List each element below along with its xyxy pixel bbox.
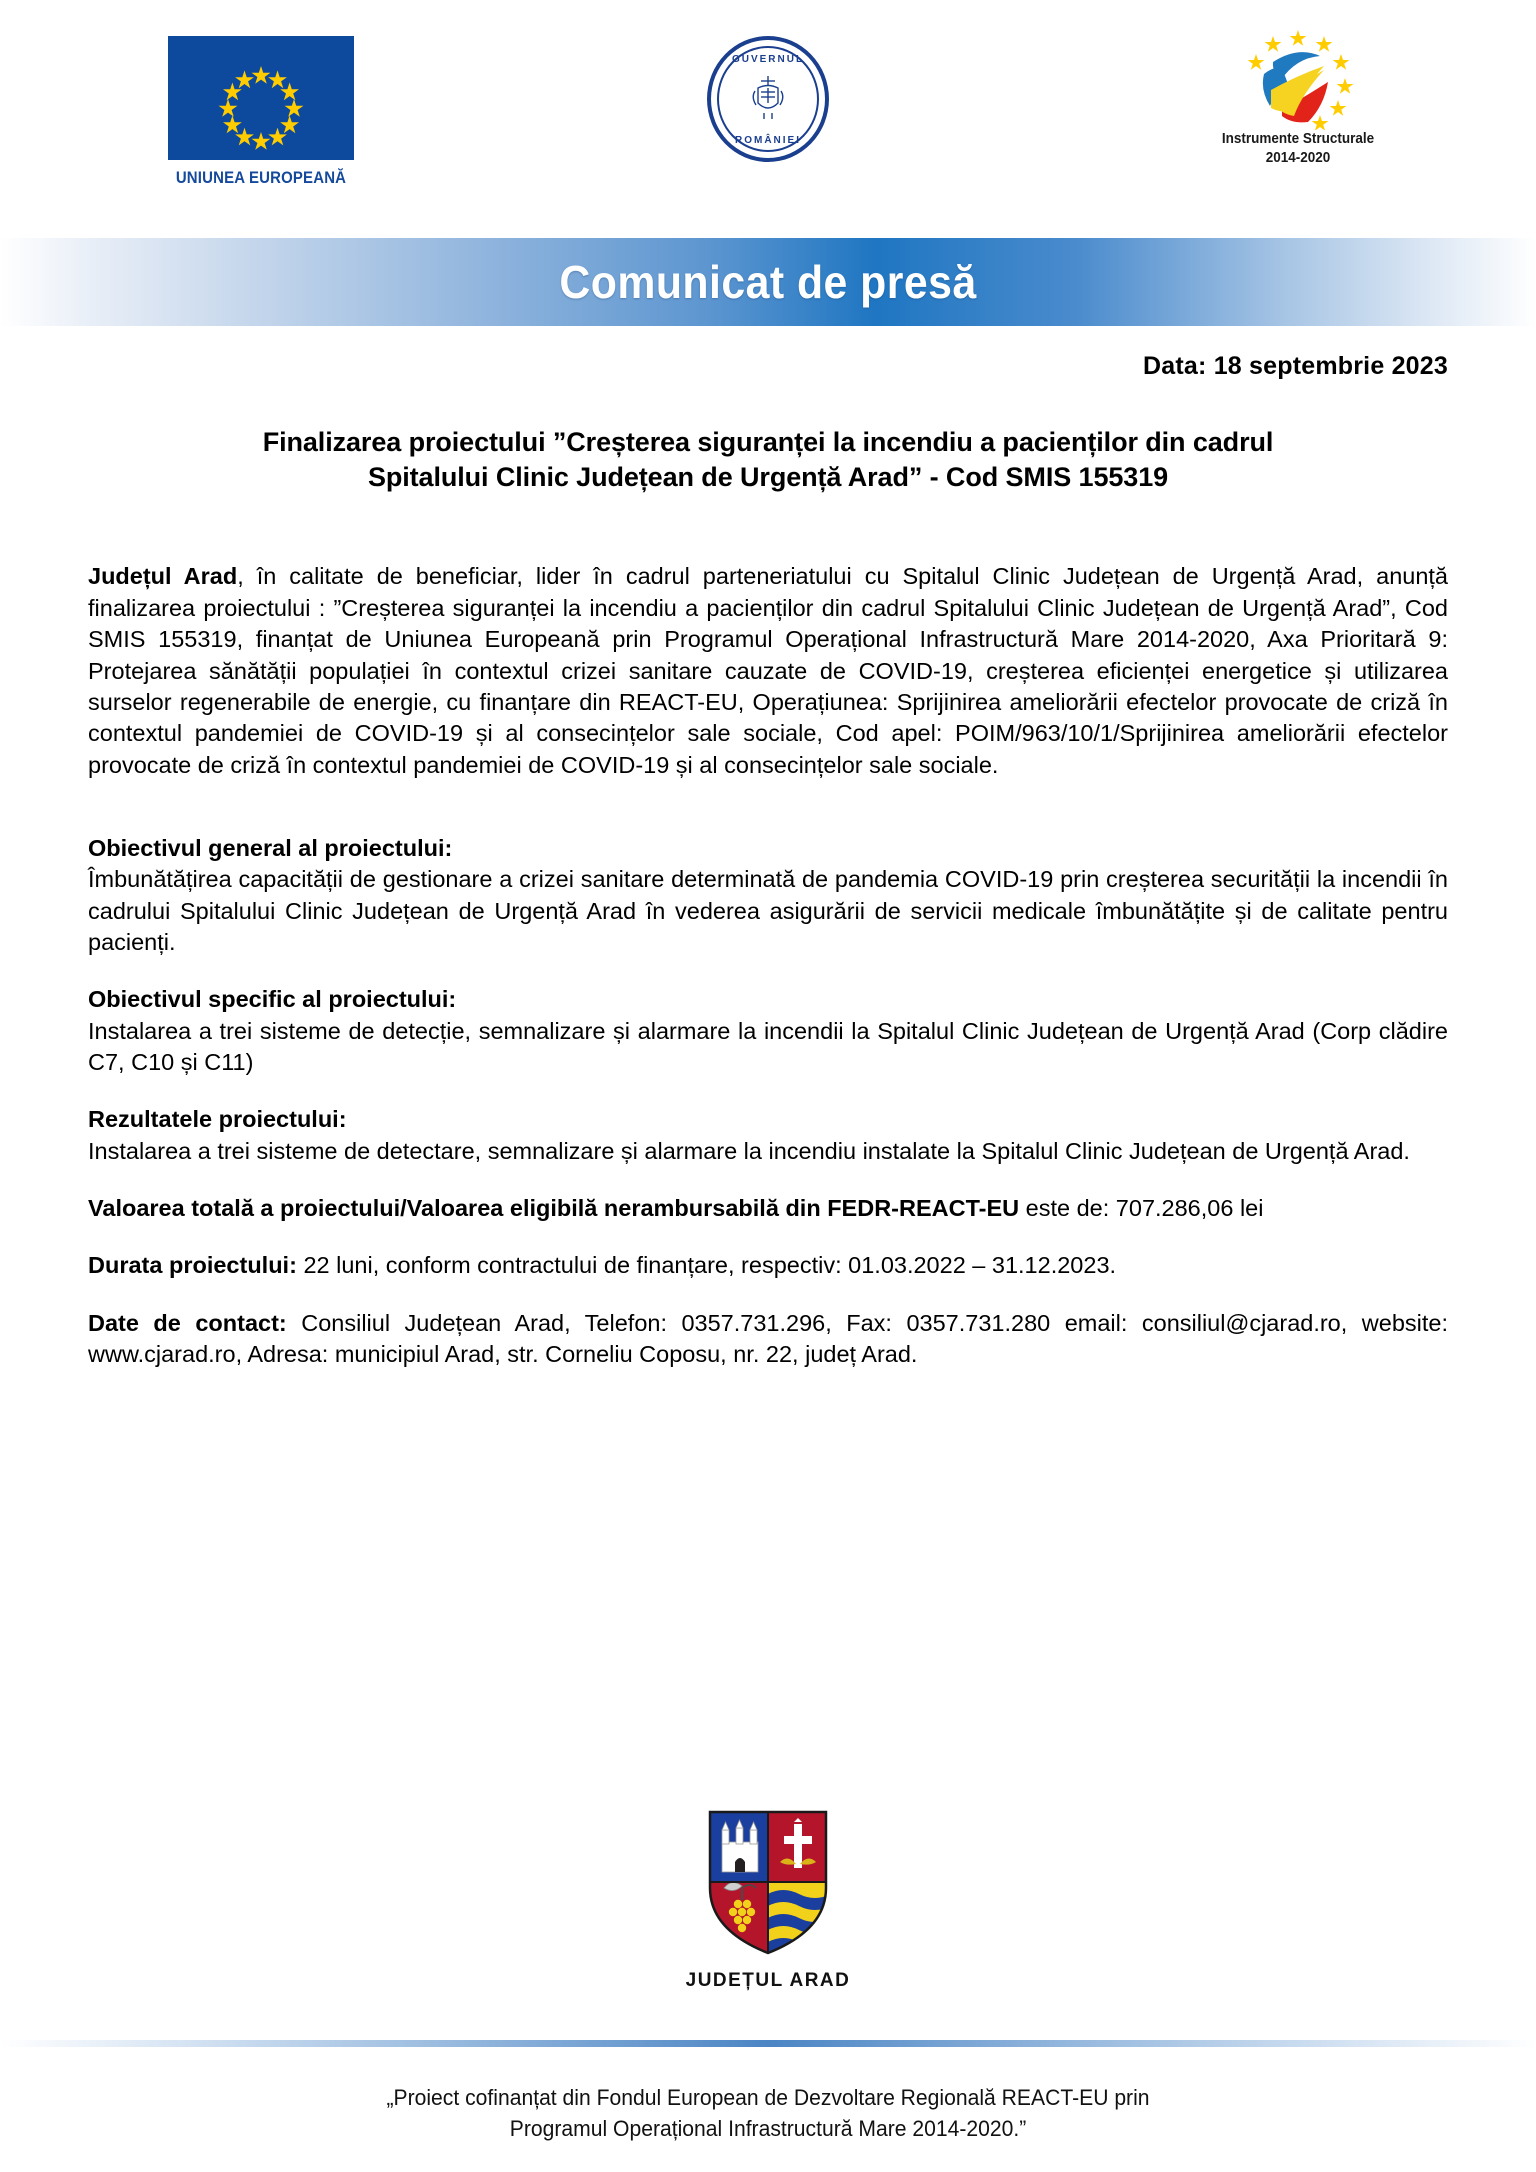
eagle-crest-icon	[751, 73, 785, 125]
rezultate-text: Instalarea a trei sisteme de detectare, semnalizare și alarmare la incendiu instalate la Spitalul Clinic Județean de Urgență Arad.	[88, 1137, 1410, 1164]
document-body	[88, 350, 1448, 1396]
obiectiv-general-text: Îmbunătățirea capacității de gestionare a crizei sanitare determinată de pandemia COVID-19 prin creșterea securității la incendii în cadrului Spitalului Clinic Județean de Urgență Arad în vederea asigurării de servicii medicale îmbunătățite și de calitate pentru pacienți.	[88, 866, 1448, 955]
eu-logo	[168, 36, 354, 187]
contact-label: Date de contact:	[88, 1309, 287, 1336]
structural-instruments-label-line1: Instrumente Structurale	[1221, 130, 1375, 147]
page-title-line2: Spitalului Clinic Județean de Urgență Arad” - Cod SMIS 155319	[367, 462, 1169, 493]
coat-of-arms-label: JUDEȚUL ARAD	[685, 1970, 851, 1991]
section-heading-obiectiv-specific: Obiectivul specific al proiectului:	[88, 986, 457, 1013]
contact-paragraph	[88, 1308, 1448, 1371]
durata-value: 22 luni, conform contractului de finanțare, respectiv: 01.03.2022 – 31.12.2023.	[296, 1252, 1117, 1279]
section-heading-obiectiv-general: Obiectivul general al proiectului:	[88, 834, 453, 861]
contact-value: Consiliul Județean Arad, Telefon: 0357.731.296, Fax: 0357.731.280 email: consiliul@cjarad.ro, website: www.cjarad.ro, Adresa: municipiul Arad, str. Corneliu Coposu, nr. 22, județ Arad.	[88, 1309, 1448, 1367]
government-of-romania-seal-icon	[707, 36, 829, 162]
valoare-paragraph	[88, 1193, 1448, 1224]
footer-text	[31, 2082, 1506, 2144]
arad-county-coat-of-arms-icon	[706, 1808, 830, 1956]
seal-text-bottom: ROMÂNIEI	[735, 135, 801, 146]
structural-instruments-label	[1190, 130, 1406, 168]
eu-logo-label: UNIUNEA EUROPEANĂ	[175, 168, 347, 187]
obiectiv-specific-text: Instalarea a trei sisteme de detecție, semnalizare și alarmare la incendii la Spitalul Clinic Județean de Urgență Arad (Corp clădire C7, C10 și C11)	[88, 1017, 1448, 1075]
instrumente-structurale-icon	[1178, 22, 1418, 130]
intro-paragraph-text: , în calitate de beneficiar, lider în cadrul parteneriatului cu Spitalul Clinic Județean de Urgență Arad, anunță finalizarea proiectului : ”Creșterea siguranței la incendiu a pacienților din cadrul Spitalului Clinic Județean de Urgență Arad”, Cod SMIS 155319, finanțat de Uniunea Europeană prin Programul Operațional Infrastructură Mare 2014-2020, Axa Prioritară 9: Protejarea sănătății populației în contextul crizei sanitare cauzate de COVID-19, creșterea eficienței energetice și utilizarea surselor regenerabile de energie, cu finanțare din REACT-EU, Operațiunea: Sprijinirea ameliorării efectelor provocate de criză în contextul pandemiei de COVID-19 și al consecințelor sale sociale, Cod apel: POIM/963/10/1/Sprijinirea ameliorării efectelor provocate de criză în contextul pandemiei de COVID-19 și al consecințelor sale sociale.	[88, 563, 1448, 778]
coat-of-arms-block	[0, 1808, 1536, 1992]
valoare-amount: este de: 707.286,06 lei	[1019, 1194, 1264, 1221]
footer-divider	[0, 2040, 1536, 2047]
footer-line1: „Proiect cofinanțat din Fondul European de Dezvoltare Regională REACT-EU prin	[386, 2085, 1150, 2110]
page-title	[88, 425, 1448, 495]
eu-stars-svg	[168, 36, 354, 160]
structural-instruments-label-line2: 2014-2020	[1265, 148, 1331, 166]
government-logo	[683, 36, 853, 162]
intro-beneficiary-name: Județul Arad	[88, 563, 238, 590]
structural-instruments-logo	[1178, 22, 1418, 182]
page-title-line1: Finalizarea proiectului ”Creșterea siguranței la incendiu a pacienților din cadrul	[262, 427, 1274, 458]
valoare-label: Valoarea totală a proiectului/Valoarea eligibilă nerambursabilă din FEDR-REACT-EU	[88, 1194, 1020, 1221]
intro-paragraph	[88, 561, 1448, 781]
press-release-banner	[0, 238, 1536, 326]
seal-text-top: GUVERNUL	[731, 54, 805, 65]
durata-paragraph	[88, 1250, 1448, 1281]
coat-of-arms-svg	[706, 1808, 830, 1956]
logo-strip	[0, 0, 1536, 250]
date-line: Data: 18 septembrie 2023	[1143, 352, 1448, 380]
section-heading-rezultate: Rezultatele proiectului:	[88, 1106, 347, 1133]
spacer	[88, 807, 1448, 833]
eu-flag-icon	[168, 36, 354, 160]
banner-title: Comunicat de presă	[559, 256, 977, 308]
footer-line2: Programul Operațional Infrastructură Mare 2014-2020.”	[509, 2116, 1027, 2142]
durata-label: Durata proiectului:	[88, 1252, 297, 1279]
